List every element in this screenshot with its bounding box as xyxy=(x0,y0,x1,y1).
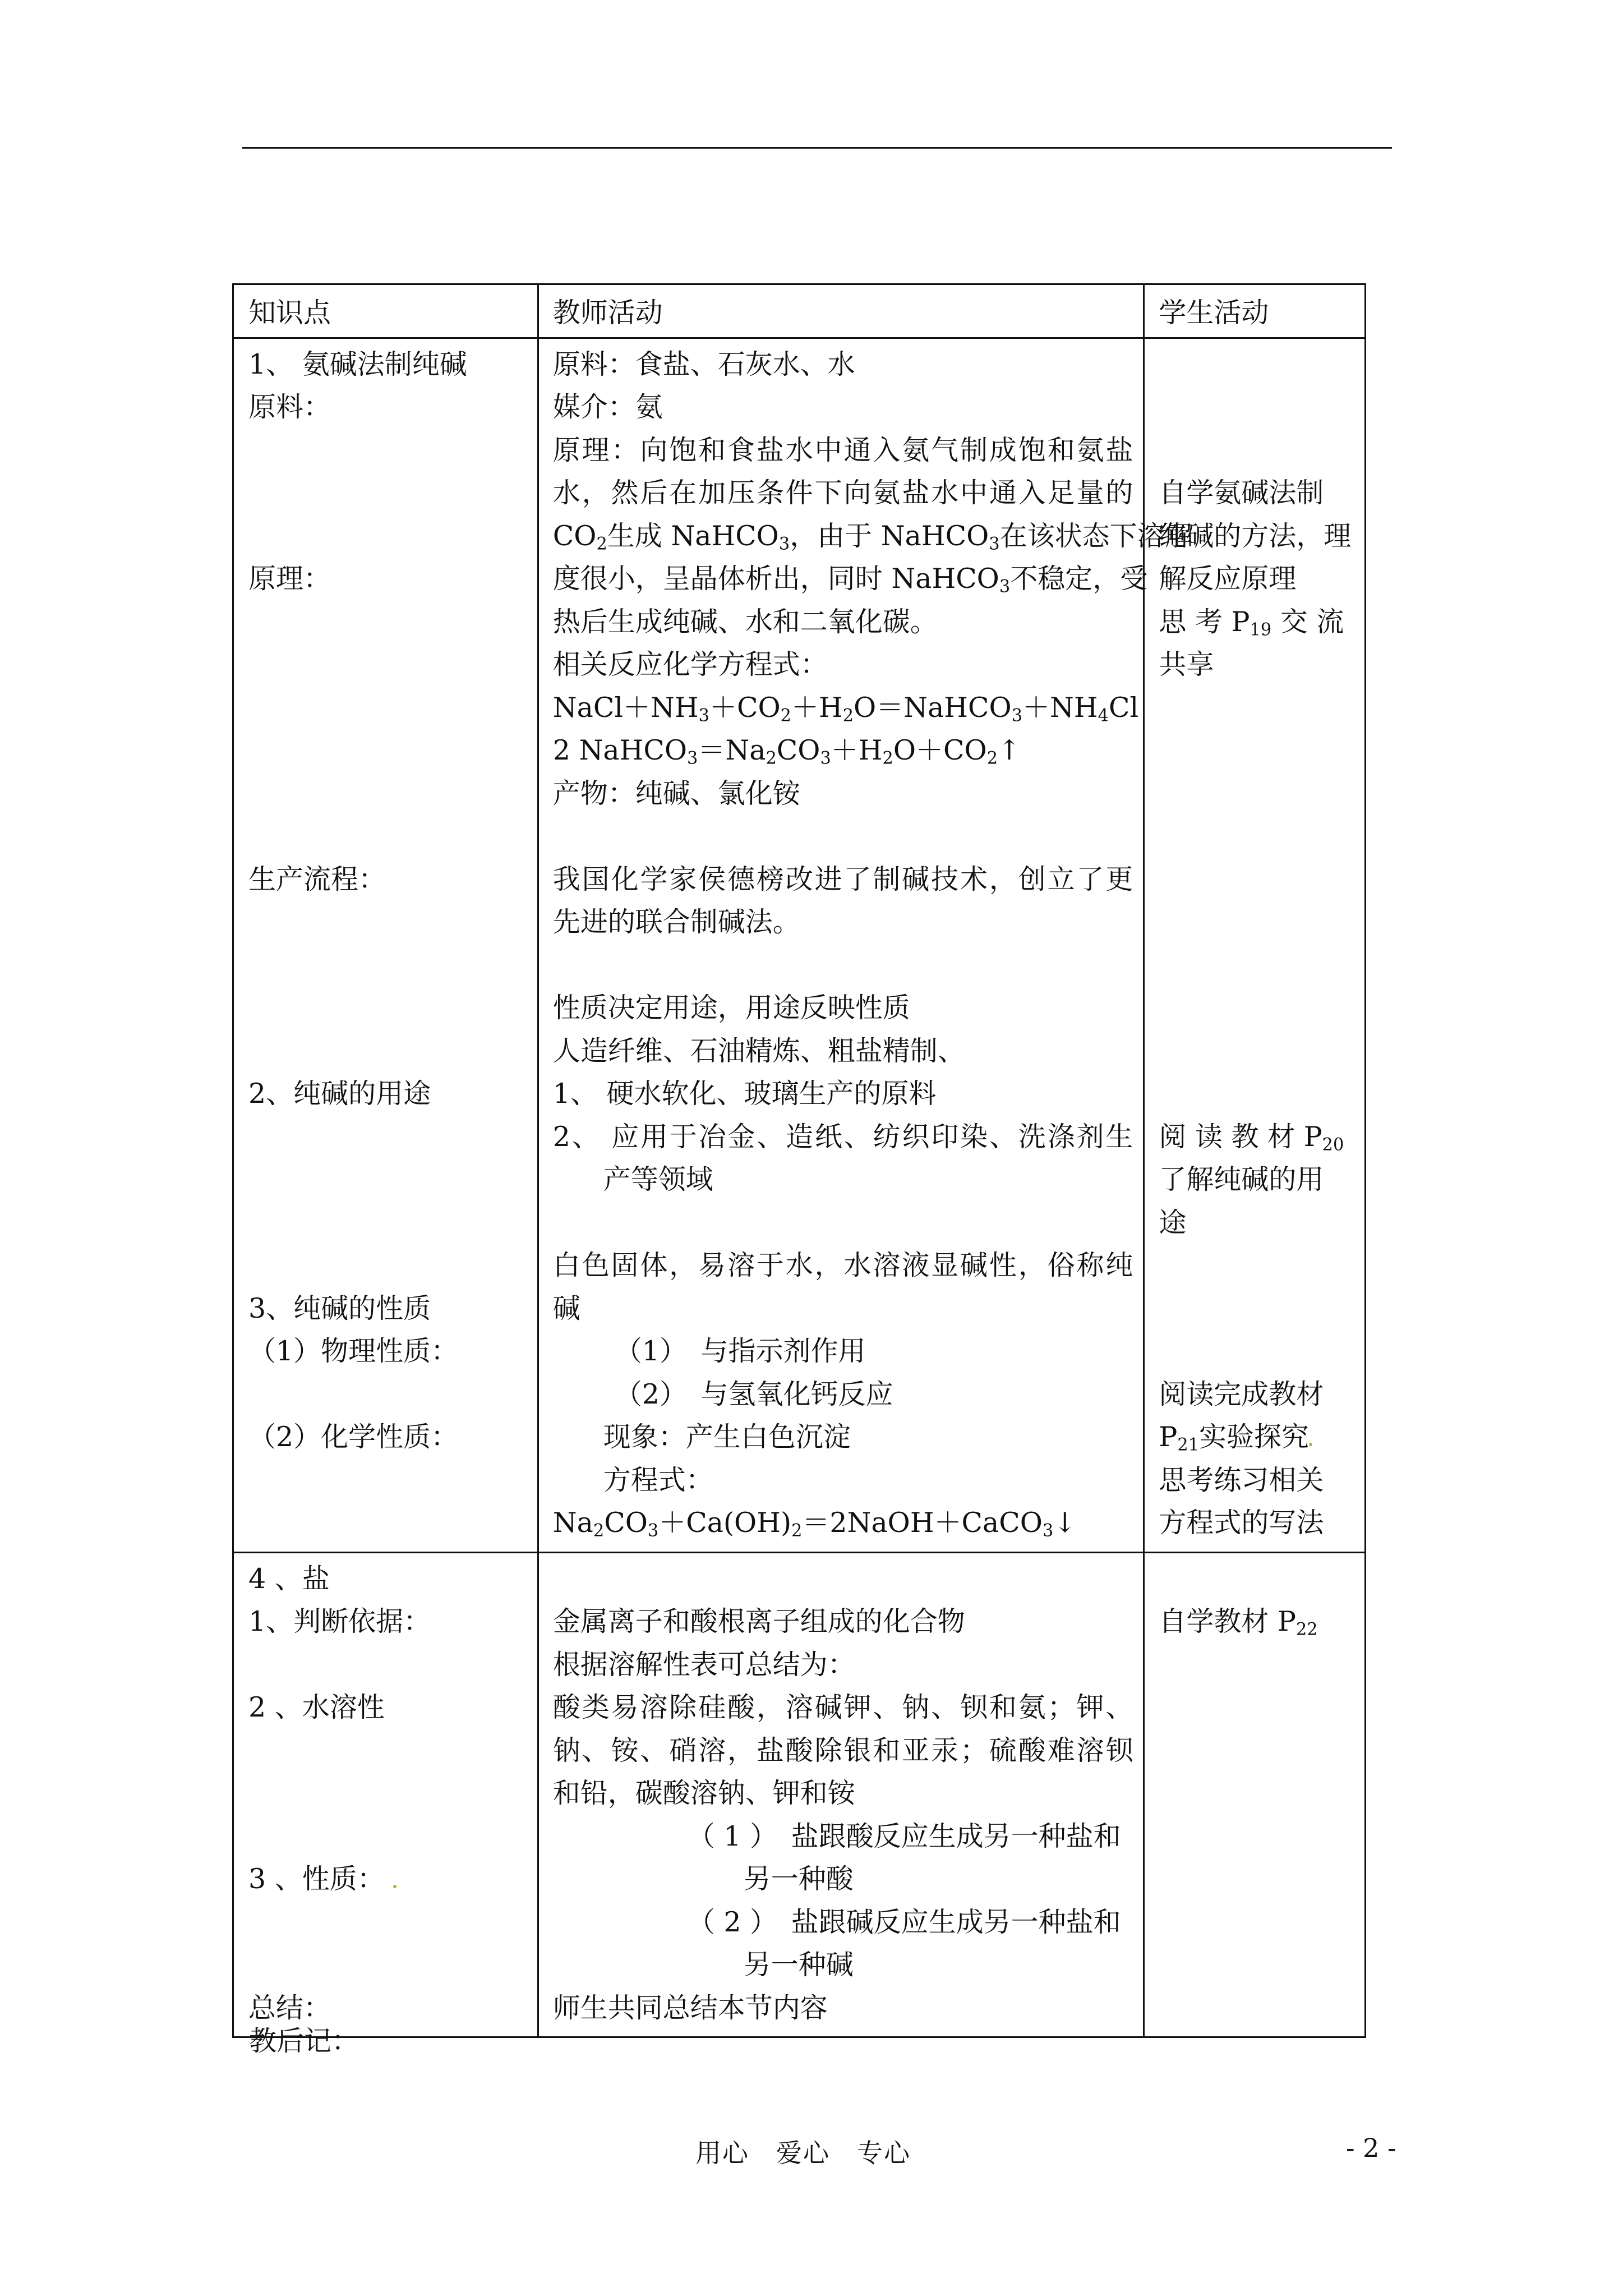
teacher-line: 度很小，呈晶体析出，同时 NaHCO$_3$不稳定，受 xyxy=(552,563,1148,597)
header-student: 学生活动 xyxy=(1144,284,1366,338)
knowledge-line: 3、纯碱的性质 xyxy=(248,1292,431,1324)
teacher-line: 媒介：氨 xyxy=(552,391,663,423)
teacher-line: 钠、铵、硝溶，盐酸除银和亚汞；硫酸难溶钡 xyxy=(552,1734,1133,1766)
teacher-line: 原理：向饱和食盐水中通入氨气制成饱和氨盐 xyxy=(552,434,1133,466)
header-knowledge: 知识点 xyxy=(233,284,538,338)
table-row-soda-ash xyxy=(233,338,1366,1552)
knowledge-line: 2、纯碱的用途 xyxy=(248,1078,431,1110)
after-class-note-label: 教后记： xyxy=(249,2025,359,2057)
table-header-row xyxy=(233,284,1366,338)
teacher-line: 先进的联合制碱法。 xyxy=(552,906,800,938)
header-teacher: 教师活动 xyxy=(538,284,1144,338)
student-cell xyxy=(1144,1552,1366,2037)
teacher-line: （ 2 ） 盐跟碱反应生成另一种盐和 xyxy=(687,1906,1121,1938)
student-line: 共享 xyxy=(1159,648,1214,680)
student-line: 阅 读 教 材 $P_{20}$ xyxy=(1159,1120,1344,1155)
student-line: 思考练习相关 xyxy=(1159,1464,1324,1496)
page-number: - 2 - xyxy=(1346,2133,1396,2163)
teacher-line: 白色固体，易溶于水，水溶液显碱性，俗称纯 xyxy=(552,1249,1133,1281)
knowledge-line: 原理： xyxy=(248,563,331,595)
student-line: 解反应原理 xyxy=(1159,563,1297,595)
knowledge-line: 2 、水溶性 xyxy=(248,1691,385,1723)
teacher-line: 水，然后在加压条件下向氨盐水中通入足量的 xyxy=(552,477,1133,509)
teacher-line: $CO_2$生成 NaHCO$_3$，由于 NaHCO$_3$在该状态下溶解 xyxy=(552,519,1192,554)
teacher-line: 1、 硬水软化、玻璃生产的原料 xyxy=(552,1078,937,1110)
teacher-line: 人造纤维、石油精炼、粗盐精制、 xyxy=(552,1034,965,1067)
teacher-line: 师生共同总结本节内容 xyxy=(552,1991,828,2024)
teacher-line: 另一种酸 xyxy=(743,1863,854,1895)
knowledge-cell xyxy=(233,1552,538,2037)
student-cell xyxy=(1144,338,1366,1552)
student-line: 思 考 $P_{19}$ 交 流 xyxy=(1159,605,1344,640)
student-line: $P_{21}$实验探究 xyxy=(1159,1416,1357,1459)
teacher-line: 产等领域 xyxy=(603,1163,713,1195)
knowledge-line: 原料： xyxy=(248,391,331,423)
teacher-line: （2） 与氢氧化钙反应 xyxy=(614,1378,893,1410)
teacher-line: 另一种碱 xyxy=(743,1949,854,1981)
student-line: 方程式的写法 xyxy=(1159,1507,1324,1539)
knowledge-line: 1、判断依据： xyxy=(248,1605,431,1637)
highlight-dot-icon xyxy=(393,1885,396,1888)
teacher-cell xyxy=(538,1552,1144,2037)
knowledge-line: 4 、盐 xyxy=(248,1562,330,1595)
teacher-line: 我国化学家侯德榜改进了制碱技术，创立了更 xyxy=(552,863,1133,895)
teacher-line: 金属离子和酸根离子组成的化合物 xyxy=(552,1605,965,1637)
teacher-line: 和铅，碳酸溶钠、钾和铵 xyxy=(552,1777,855,1809)
teacher-line: 方程式： xyxy=(603,1464,713,1496)
knowledge-line: （2）化学性质： xyxy=(248,1421,459,1453)
student-line: 自学教材 $P_{22}$ xyxy=(1159,1605,1318,1640)
teacher-line: 热后生成纯碱、水和二氧化碳。 xyxy=(552,605,938,638)
teacher-line: 现象：产生白色沉淀 xyxy=(603,1421,851,1453)
knowledge-line: 3 、性质： xyxy=(248,1858,533,1901)
teacher-line: 性质决定用途，用途反映性质 xyxy=(552,992,910,1024)
student-line: 自学氨碱法制 xyxy=(1159,477,1324,509)
highlight-dot-icon xyxy=(1309,1443,1312,1446)
knowledge-cell xyxy=(233,338,538,1552)
knowledge-line: （1）物理性质： xyxy=(248,1335,459,1367)
lesson-plan-table xyxy=(232,283,1366,2038)
teacher-line: （ 1 ） 盐跟酸反应生成另一种盐和 xyxy=(687,1820,1121,1852)
student-line: 阅读完成教材 xyxy=(1159,1378,1324,1410)
teacher-line: 相关反应化学方程式： xyxy=(552,648,828,680)
equation-line: $NaCl+NH_3+CO_2+H_2O=NaHCO_3+NH_4Cl$ xyxy=(552,691,1139,726)
equation-line: 2 $NaHCO_3=Na_2CO_3+H_2O+CO_2↑$ xyxy=(552,734,1021,769)
student-line: 了解纯碱的用 xyxy=(1159,1163,1324,1195)
header-rule xyxy=(242,147,1392,149)
table-row-salt xyxy=(233,1552,1366,2037)
teacher-line: 产物：纯碱、氯化铵 xyxy=(552,777,800,809)
footer-motto: 用心 爱心 专心 xyxy=(695,2138,911,2168)
knowledge-line: 生产流程： xyxy=(248,863,386,895)
teacher-line: 酸类易溶除硅酸，溶碱钾、钠、钡和氨；钾、 xyxy=(552,1691,1133,1723)
student-line: 纯碱的方法，理 xyxy=(1159,519,1352,552)
knowledge-line: 总结： xyxy=(248,1991,331,2024)
student-line: 途 xyxy=(1159,1206,1187,1239)
knowledge-line: 1、 氨碱法制纯碱 xyxy=(248,348,467,380)
teacher-line: 碱 xyxy=(552,1292,580,1324)
teacher-line: 2、 应用于冶金、造纸、纺织印染、洗涤剂生 xyxy=(552,1120,1133,1153)
teacher-line: （1） 与指示剂作用 xyxy=(614,1335,866,1367)
equation-line: $Na_2CO_3+Ca(OH)_2=2NaOH+CaCO_3↓$ xyxy=(552,1507,1077,1541)
teacher-line: 根据溶解性表可总结为： xyxy=(552,1648,855,1681)
teacher-line: 原料：食盐、石灰水、水 xyxy=(552,348,855,380)
